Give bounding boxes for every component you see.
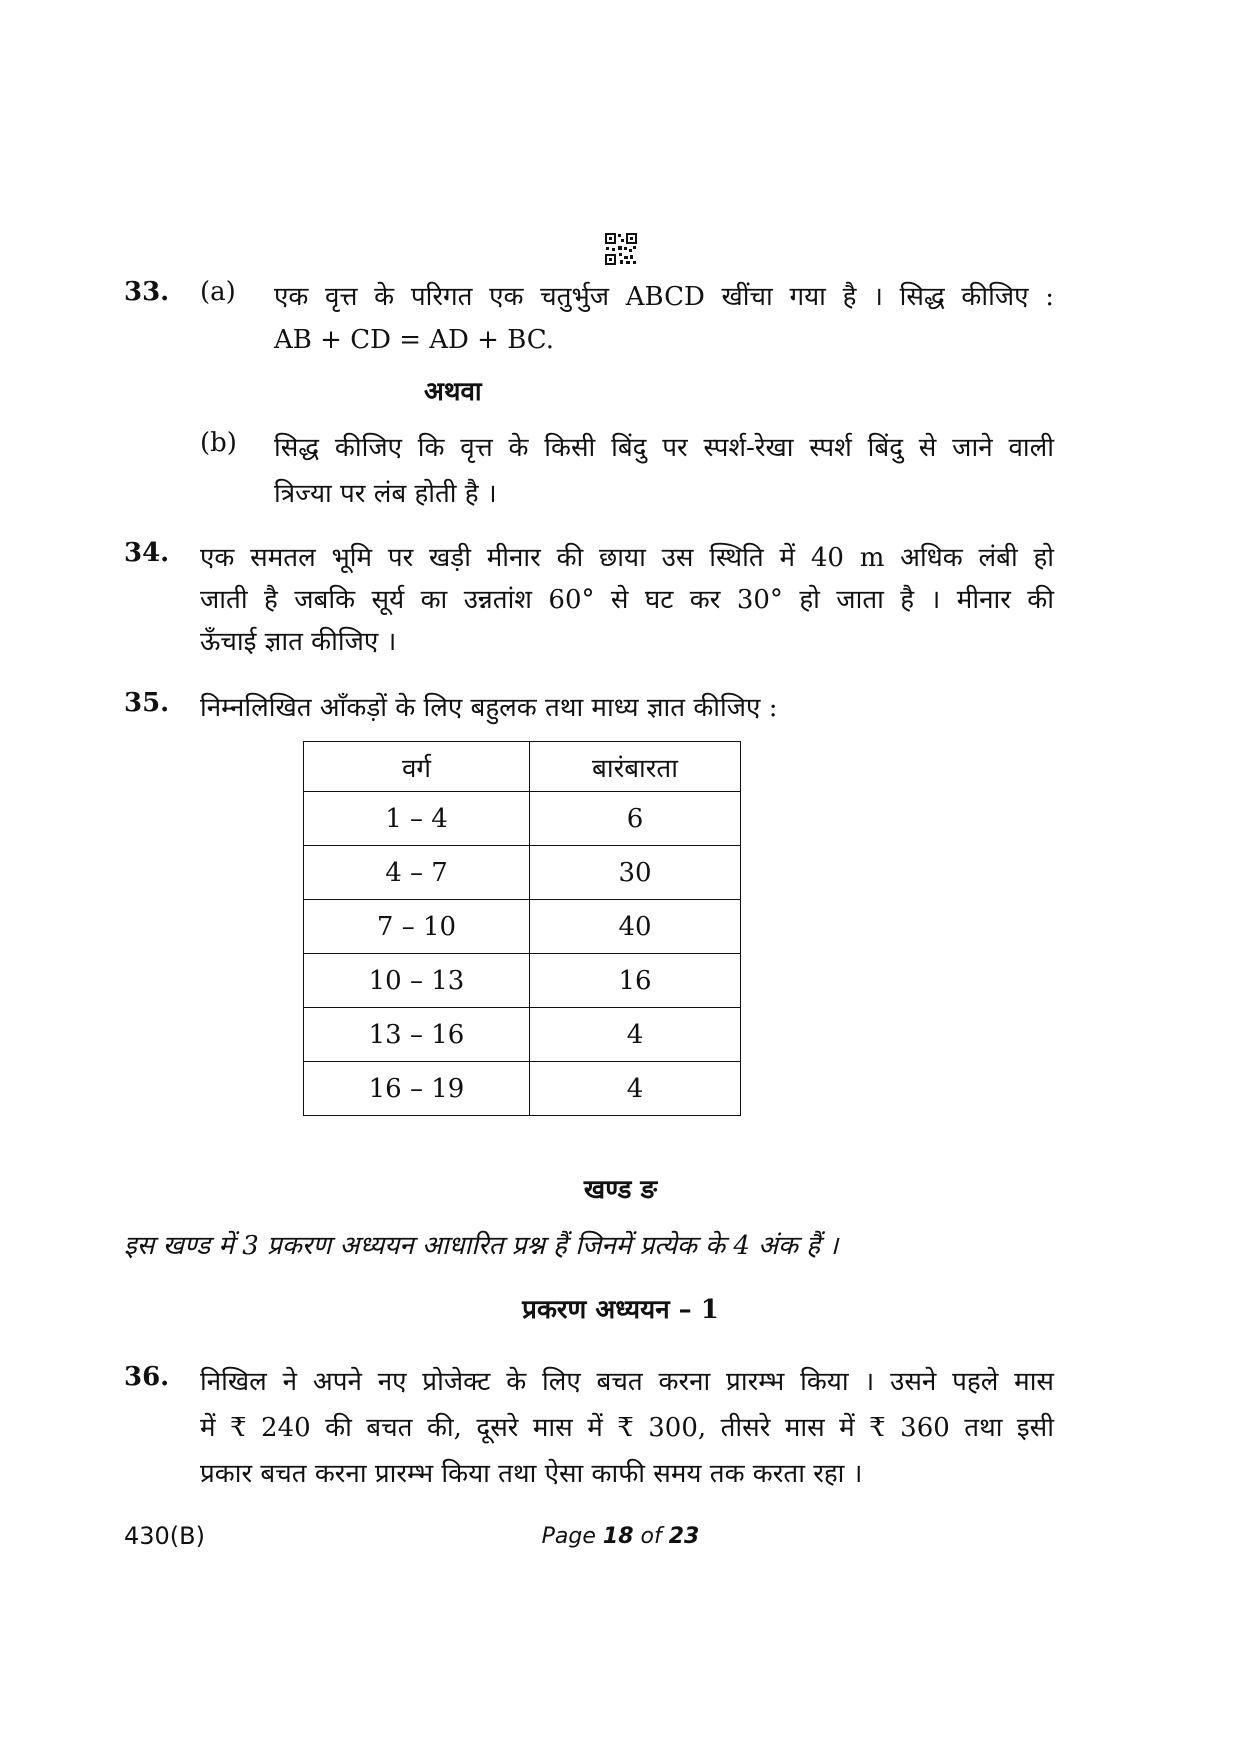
- table-header-class: वर्ग: [304, 742, 530, 792]
- question-33a-text-line2: AB + CD = AD + BC.: [274, 325, 555, 355]
- table-cell-class: 1 – 4: [304, 792, 530, 846]
- question-34-text-line2: जाती है जबकि सूर्य का उन्नतांश 60° से घट कर 30° हो जाता है । मीनार की: [200, 585, 1054, 615]
- frequency-table: [303, 741, 741, 1116]
- table-cell-frequency: 6: [530, 792, 741, 846]
- question-36-text-line1: निखिल ने अपने नए प्रोजेक्ट के लिए बचत करना प्रारम्भ किया । उसने पहले मास: [200, 1367, 1054, 1397]
- or-label: अथवा: [424, 377, 482, 407]
- paper-code: 430(B): [124, 1522, 205, 1550]
- question-35-text: निम्नलिखित आँकड़ों के लिए बहुलक तथा माध्य ज्ञात कीजिए :: [200, 693, 778, 723]
- table-cell-class: 16 – 19: [304, 1062, 530, 1116]
- question-33a-text-line1: एक वृत्त के परिगत एक चतुर्भुज ABCD खींचा गया है । सिद्ध कीजिए :: [274, 282, 1054, 312]
- page-indicator: [0, 1524, 1241, 1549]
- question-36-number: 36.: [124, 1362, 170, 1392]
- table-cell-class: 4 – 7: [304, 846, 530, 900]
- table-header-row: [304, 742, 741, 792]
- table-row: [304, 954, 741, 1008]
- table-cell-frequency: 30: [530, 846, 741, 900]
- table-cell-class: 7 – 10: [304, 900, 530, 954]
- question-35-number: 35.: [124, 688, 170, 718]
- question-36-text-line2: में ₹ 240 की बचत की, दूसरे मास में ₹ 300, तीसरे मास में ₹ 360 तथा इसी: [200, 1413, 1054, 1443]
- section-title: खण्ड ङ: [583, 1175, 658, 1205]
- table-cell-class: 10 – 13: [304, 954, 530, 1008]
- question-34-text-line3: ऊँचाई ज्ञात कीजिए ।: [200, 627, 397, 657]
- table-header-frequency: बारंबारता: [530, 742, 741, 792]
- question-33b-text-line1: सिद्ध कीजिए कि वृत्त के किसी बिंदु पर स्पर्श-रेखा स्पर्श बिंदु से जाने वाली: [274, 433, 1054, 463]
- table-cell-class: 13 – 16: [304, 1008, 530, 1062]
- page-of: of: [640, 1524, 662, 1549]
- table-cell-frequency: 16: [530, 954, 741, 1008]
- table-row: [304, 1062, 741, 1116]
- question-33b-label: (b): [200, 428, 237, 458]
- question-34-number: 34.: [124, 538, 170, 568]
- page-current: 18: [602, 1524, 634, 1549]
- question-34-text-line1: एक समतल भूमि पर खड़ी मीनार की छाया उस स्थिति में 40 m अधिक लंबी हो: [200, 543, 1054, 573]
- table-cell-frequency: 4: [530, 1008, 741, 1062]
- table-row: [304, 846, 741, 900]
- question-33a-label: (a): [200, 277, 236, 307]
- section-instruction: इस खण्ड में 3 प्रकरण अध्ययन आधारित प्रश्न हैं जिनमें प्रत्येक के 4 अंक हैं ।: [124, 1231, 839, 1261]
- qr-code-icon: [604, 232, 638, 266]
- table-cell-frequency: 4: [530, 1062, 741, 1116]
- page-total: 23: [668, 1524, 700, 1549]
- question-33-number: 33.: [124, 277, 170, 307]
- question-33b-text-line2: त्रिज्या पर लंब होती है ।: [274, 479, 497, 509]
- table-row: [304, 900, 741, 954]
- table-row: [304, 1008, 741, 1062]
- table-row: [304, 792, 741, 846]
- page-prefix: Page: [541, 1524, 596, 1549]
- question-36-text-line3: प्रकार बचत करना प्रारम्भ किया तथा ऐसा काफी समय तक करता रहा ।: [200, 1459, 863, 1489]
- table-cell-frequency: 40: [530, 900, 741, 954]
- case-study-title: प्रकरण अध्ययन – 1: [522, 1295, 719, 1325]
